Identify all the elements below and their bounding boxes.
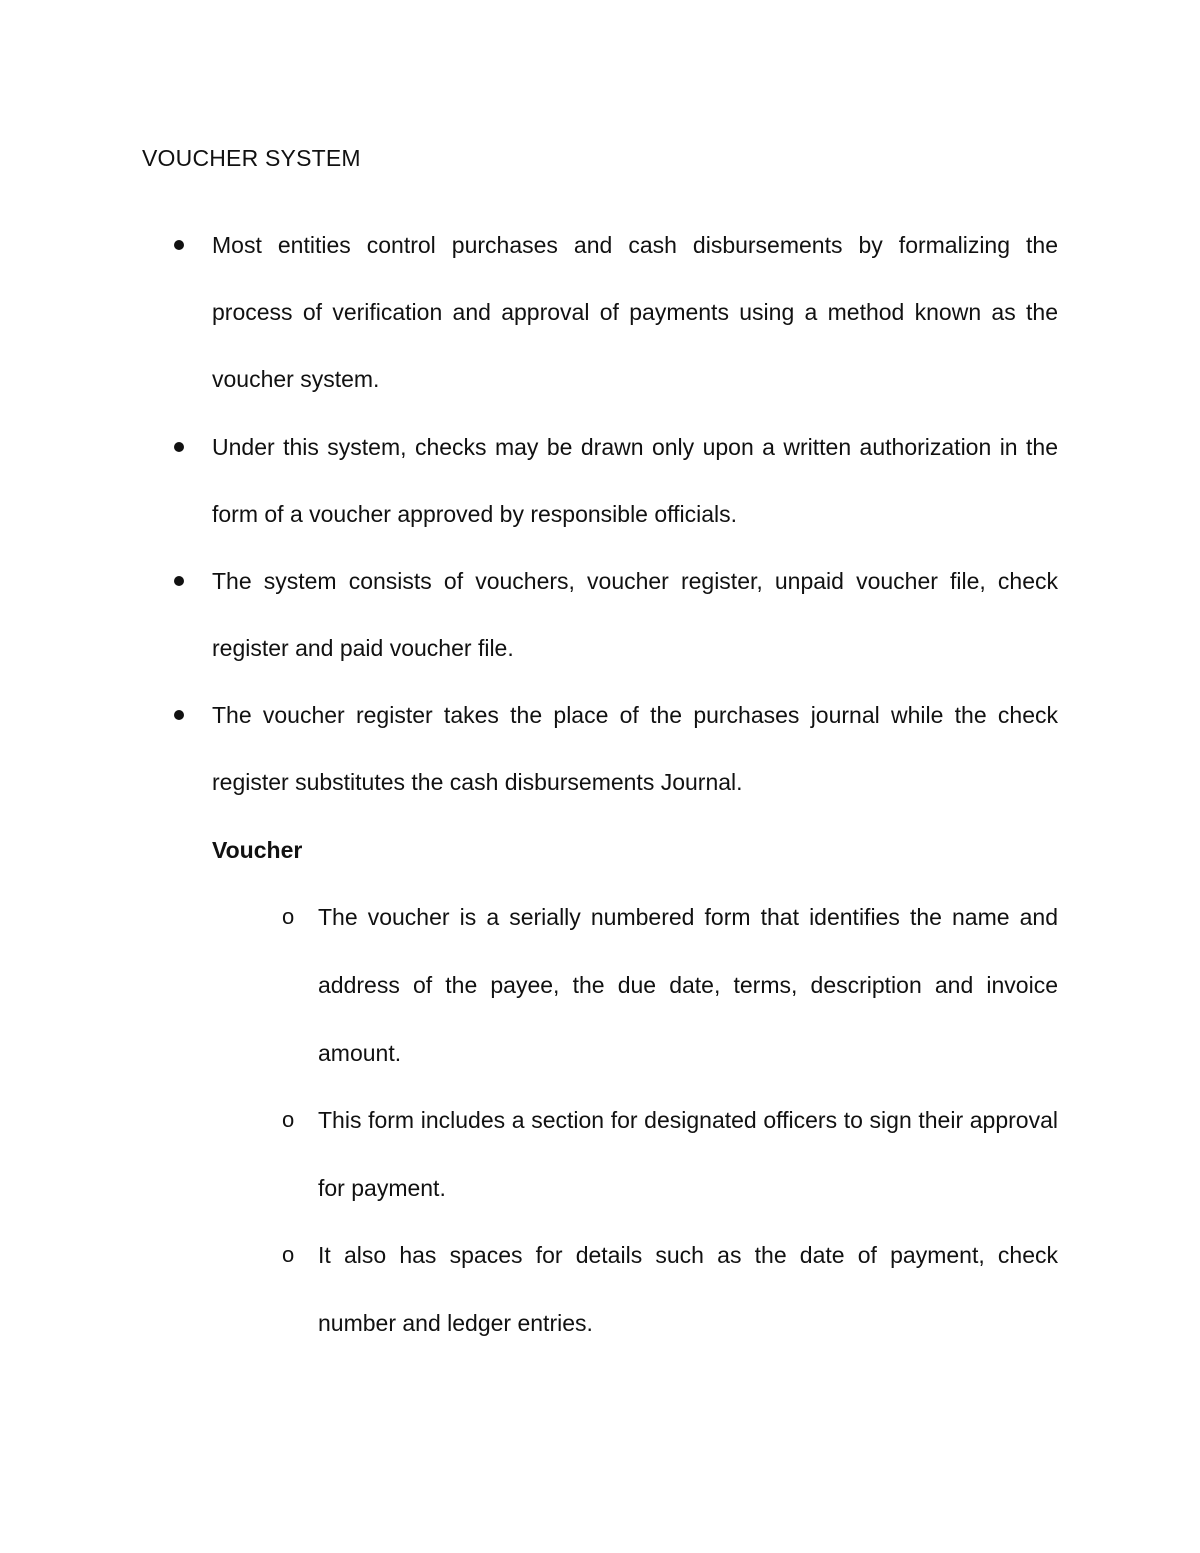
sub-list-item (282, 1221, 1058, 1357)
sub-list-text: It also has spaces for details such as the date of payment, check number and ledger entries. (318, 1242, 1058, 1336)
bullet-icon (174, 710, 184, 720)
bullet-item (212, 212, 1058, 413)
sub-list-item (282, 883, 1058, 1087)
bullet-item (212, 682, 1058, 816)
section-heading: Voucher (212, 837, 303, 863)
bullet-text: The system consists of vouchers, voucher register, unpaid voucher file, check register and paid voucher file. (212, 568, 1058, 661)
bullet-text: Most entities control purchases and cash disbursements by formalizing the process of verification and approval of payments using a method known as the voucher system. (212, 232, 1058, 392)
circle-bullet-icon: o (282, 1107, 295, 1132)
sub-list-text: This form includes a section for designated officers to sign their approval for payment. (318, 1107, 1058, 1201)
page-title: VOUCHER SYSTEM (142, 145, 361, 171)
circle-bullet-icon: o (282, 904, 295, 929)
bullet-text: Under this system, checks may be drawn only upon a written authorization in the form of a voucher approved by responsible officials. (212, 434, 1058, 527)
bullet-icon (174, 442, 184, 452)
bullet-item (212, 414, 1058, 548)
bullet-item (212, 548, 1058, 682)
circle-bullet-icon: o (282, 1242, 295, 1267)
bullet-text: The voucher register takes the place of the purchases journal while the check register substitutes the cash disbursements Journal. (212, 702, 1058, 795)
sub-list-text: The voucher is a serially numbered form that identifies the name and address of the payee, the due date, terms, description and invoice amount. (318, 904, 1058, 1066)
bullet-icon (174, 576, 184, 586)
bullet-icon (174, 240, 184, 250)
sub-list-item (282, 1086, 1058, 1222)
